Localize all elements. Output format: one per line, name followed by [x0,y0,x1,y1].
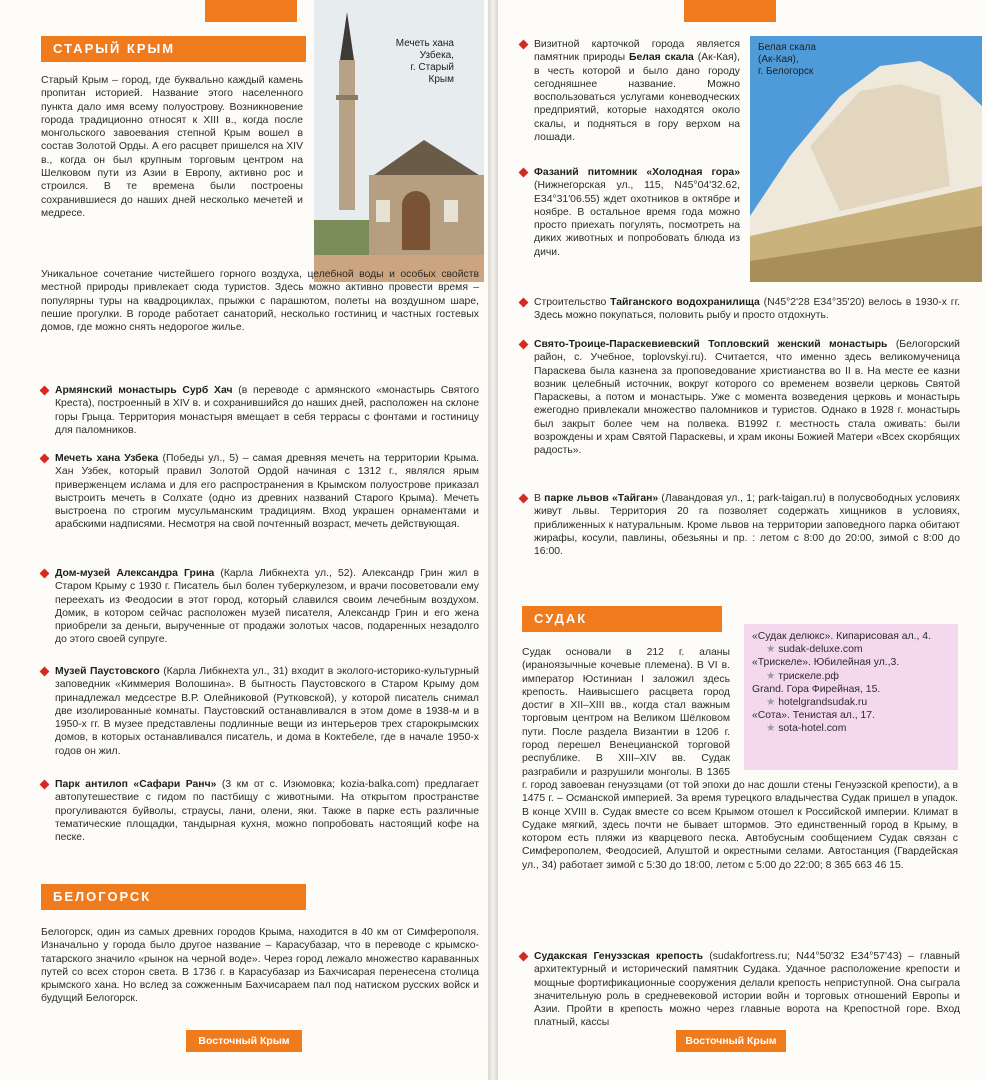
bullet-icon [40,780,50,790]
item-title: Парк антилоп «Сафари Ранч» [55,779,217,790]
top-tab-marker [684,0,776,22]
bullet-icon [519,952,529,962]
stary-krym-intro-2: Уникальное сочетание чистейшего горного воздуха, целебной воды и особых свойств местной природы привлекает сюда туристов. Здесь можно активно провести время – популярны туры на квадроциклах, прыжки с парашютом, полеты на воздушном шаре, пешие прогулки. В городе работает санаторий, несколько гостиниц и частных гостевых домов, где можно снять недорогое жилье. [41,269,479,334]
hotel-name: «Сота». Тенистая ал., 17. [752,710,875,722]
footer-tab: Восточный Крым [186,1030,302,1052]
section-title-belogorsk: БЕЛОГОРСК [41,884,306,910]
white-rock-photo [750,36,982,282]
list-item [520,338,960,458]
item-pretext: Визитной карточкой города является памятник природы [534,39,740,64]
bullet-icon [519,340,529,350]
caption-line: (Ак-Кая), [758,54,799,65]
caption-line: Белая скала [758,42,816,53]
bullet-icon [40,454,50,464]
item-title: Армянский монастырь Сурб Хач [55,385,233,396]
list-item [520,296,960,323]
star-icon: ★ [766,723,779,735]
sudak-intro-text: Судак основали в 212 г. аланы (ираноязычные кочевые племена). В VI в. император Юстиниан I заложил здесь крепость. Наивысшего расцвета город достиг в XII–XIII вв., когда стал важным торговым центром на Великом Шёлковом пути. После раздела Византии в 1206 г. город перешел Венецианской торговой республике. В XIII–XIV вв. Судак разграбили и разрушили монголы. В 1365 г. город завоеван генуэзцами (от той эпохи до нас дошли стены Генуэзской крепости), а в 1475 г. – Османской империей. За время турецкого владычества Судак пришел в упадок. В конце XVIII в. Судак вместе со всем Крымом отошел к Российской империи. Климат в Судаке мягкий, здесь почти не бывает штормов. Это единственный город в Крыму, в котором есть пляжи из кварцевого песка. Автобусным сообщением Судак связан с Симферополем, Феодосией, Алуштой и окрестными селами. Автостанция (Гвардейская ул., 34) работает зимой с 5:30 до 18:00, летом с 5:00 до 22:00; 8 365 663 46 15. [522,647,958,871]
list-item [520,166,740,259]
bullet-icon [40,667,50,677]
item-text: (N45°2'28 E34°35'20) велось в 1930-х гг. Здесь можно покупаться, половить рыбу и просто отдохнуть. [534,297,960,322]
list-item [520,492,960,558]
item-text: (Лавандовая ул., 1; park-taigan.ru) в полусвободных условиях живут львы. Территория 20 га позволяет содержать хищников в условиях, приближенных к натуральным. Кроме львов на территории заповедного парка обитают жирафы, косули, павлины, обезьяны и пр. : летом с 8:00 до 20:00, зимой с 8:00 до 16:00. [534,493,961,558]
item-text: (Карла Либкнехта ул., 31) входит в эколого-историко-культурный заповедник «Киммерия Волошина». В бытность Паустовского в Старом Крыму дом принадлежал медсестре В.Р. Олейниковой (Рутковской), у которой писатель снимал две изолированные комнаты. Паустовский останавливался в этом доме в 1938-м и в 1950-х гг. В музее представлены подлинные вещи из интерьеров трех старокрымских домов, в которых останавливался писатель, и дома в Коктебеле, где в начале 1950-х годов он жил. [55,666,480,757]
mosque-caption [396,38,454,86]
bullet-icon [519,168,529,178]
item-text: (Карла Либкнехта ул., 52). Александр Грин жил в Старом Крыму с 1930 г. Писатель был болен туберкулезом, и врачи посоветовали ему переехать из Феодосии в этот город, который славился своим лечебным воздухом. Домик, в котором сейчас расположен музей писателя, Александр Грин и его жена приобрели за деньги, вырученные от продажи золотых часов, подаренных незадолго до этого своей супруге. [55,568,479,646]
item-title: Дом-музей Александра Грина [55,568,215,579]
hotel-site: трискеле.рф [778,670,839,682]
right-page [498,0,986,1080]
item-text: (3 км от с. Изюмовка; kozia-balka.com) предлагает автопутешествие с гидом по пастбищу с животными. На открытом пространстве прогуливаются буйволы, страусы, лани, олени, яки. Также в парке есть различные тематические площадки, тандырная кухня, можно попробовать настоящий кофе на песке. [55,779,480,844]
item-title: Свято-Троице-Параскевиевский Топловский женский монастырь [534,339,888,350]
hotel-name: «Судак делюкс». Кипарисовая ал., 4. [752,631,931,642]
top-tab-marker [205,0,297,22]
item-title: парке львов «Тайган» [544,493,659,504]
item-title: Тайганского водохранилища [610,297,760,308]
mosque-photo [314,0,484,282]
caption-line: г. Старый [410,62,454,73]
caption-line: Узбека, [419,50,454,61]
item-title: Фазаний питомник «Холодная гора» [534,167,740,178]
list-item [41,452,479,532]
section-title-stary-krym: СТАРЫЙ КРЫМ [41,36,306,62]
hotel-site: sota-hotel.com [778,723,847,735]
stary-krym-intro: Старый Крым – город, где буквально каждый камень пропитан историей. Название этого населенного пункта дало имя всему полуострову. Возникновение города традиционно относят к XIII в., когда после монгольского завоевания степной Крым вошел в состав Золотой Орды. А его расцвет пришелся на XIV в., когда он был крупным торговым центром на Шелковом пути из Азии в Европу, активно рос и строился. В те времена были построены сохранившиеся до наших дней несколько мечетей и медресе. [41,75,303,219]
left-page [0,0,488,1080]
item-text: (Победы ул., 5) – самая древняя мечеть на территории Крыма. Хан Узбек, который правил Золотой Ордой начиная с 1312 г., являлся ярым приверженцем ислама и для его распространения в Крымском полуострове приказал выстроить мечеть в Солхате (одно из древних названий Старого Крыма). Мечеть выстроена по строгим мусульманским традициям. Вход украшен орнаментами и арабскими надписями. Несмотря на свой почтенный возраст, мечеть действующая. [55,453,479,531]
caption-line: Крым [428,74,454,85]
list-item [41,665,479,758]
bullet-icon [519,40,529,50]
hotel-site: sudak-deluxe.com [778,644,863,656]
bullet-icon [519,494,529,504]
item-title: Музей Паустовского [55,666,160,677]
list-item [41,384,479,437]
star-icon: ★ [766,644,779,656]
item-text: (Белогорский район, с. Учебное, toplovskyi.ru). Считается, что именно здесь великомученица Параскева была казнена за проповедование христианства во II в. На месте ее казни возник целебный источник, вокруг которого со временем возвели церковь Святой Параскевы, а потом и монастырь. Уже с момента возведения церковь и монастырь ежегодно привлекали множество паломников и туристов. Однако в 1928 г. монастырь был закрыт более чем на полвека. В1992 г. местность стала оживать: были возрождены и храм Святой Параскевы, и храм иконы Божией Матери «Всех скорбящих радость». [534,339,960,457]
list-item [520,950,960,1030]
star-icon: ★ [766,670,779,682]
hotel-name: «Трискеле». Юбилейная ул.,3. [752,657,900,669]
bullet-icon [519,298,529,308]
footer-tab: Восточный Крым [676,1030,786,1052]
bullet-icon [40,569,50,579]
item-text: (Ак-Кая), в честь которой и было дано городу сегодняшнее название. Можно воспользоваться услугами коневодческих предприятий, которые находятся около скалы, и подняться в гору верхом на лошади. [534,52,740,144]
item-title: Мечеть хана Узбека [55,453,159,464]
star-icon: ★ [766,697,779,709]
item-title: Судакская Генуэзская крепость [534,951,704,962]
item-title: Белая скала [629,52,694,64]
belogorsk-intro: Белогорск, один из самых древних городов Крыма, находится в 40 км от Симферополя. Изначально у города было другое название – Карасубазар, что в переводе с крымско-татарского значило «рынок на черной воде». Через город лежало множество караванных путей со всех сторон света. В 1736 г. в Карасубазар из Бахчисарая перенесена столица крымского хана. Но вслед за сожженным Бахчисараем пал под натиском русских войск и будущий Белогорск. [41,927,479,1005]
item-pretext: Строительство [534,297,611,308]
section-title-sudak: СУДАК [522,606,722,632]
book-gutter [488,0,498,1080]
caption-line: г. Белогорск [758,66,814,77]
hotel-site: hotelgrandsudak.ru [778,697,868,709]
item-text: (Нижнегорская ул., 115, N45°04'32.62, E34°31'06.55) ждет охотников в октябре и ноябре. В остальное время года можно просто приехать погулять, посмотреть на диких животных и попробовать блюда из дичи. [534,180,740,258]
list-item [41,778,479,844]
sudak-intro [522,646,958,872]
bullet-icon [40,386,50,396]
item-text: (sudakfortress.ru; N44°50'32 E34°57'43) – главный архитектурный и исторический памятник Судака. Удачное расположение крепости и мощные фортификационные сооружения делали крепость неприступной. Она сыграла значительную роль в средневековой истории войн и торговых отношений Европы и Азии. Пройти в крепость можно через главные ворота на Крепостной горе. Вход платный, кассы [534,951,960,1029]
white-rock-caption [758,42,816,78]
hotel-name: Grand. Гора Фирейная, 15. [752,683,881,695]
item-text: (в переводе с армянского «монастырь Святого Креста), построенный в XIV в. и сохранившийся до наших дней, расположен на склоне горы Грыца. Территория монастыря вмещает в себя террасы с фонтами и гостиницу для паломников. [55,385,479,436]
list-item [41,567,479,647]
caption-line: Мечеть хана [395,38,454,49]
list-item [520,38,740,144]
item-pretext: В [534,493,545,504]
float-spacer [730,646,958,776]
